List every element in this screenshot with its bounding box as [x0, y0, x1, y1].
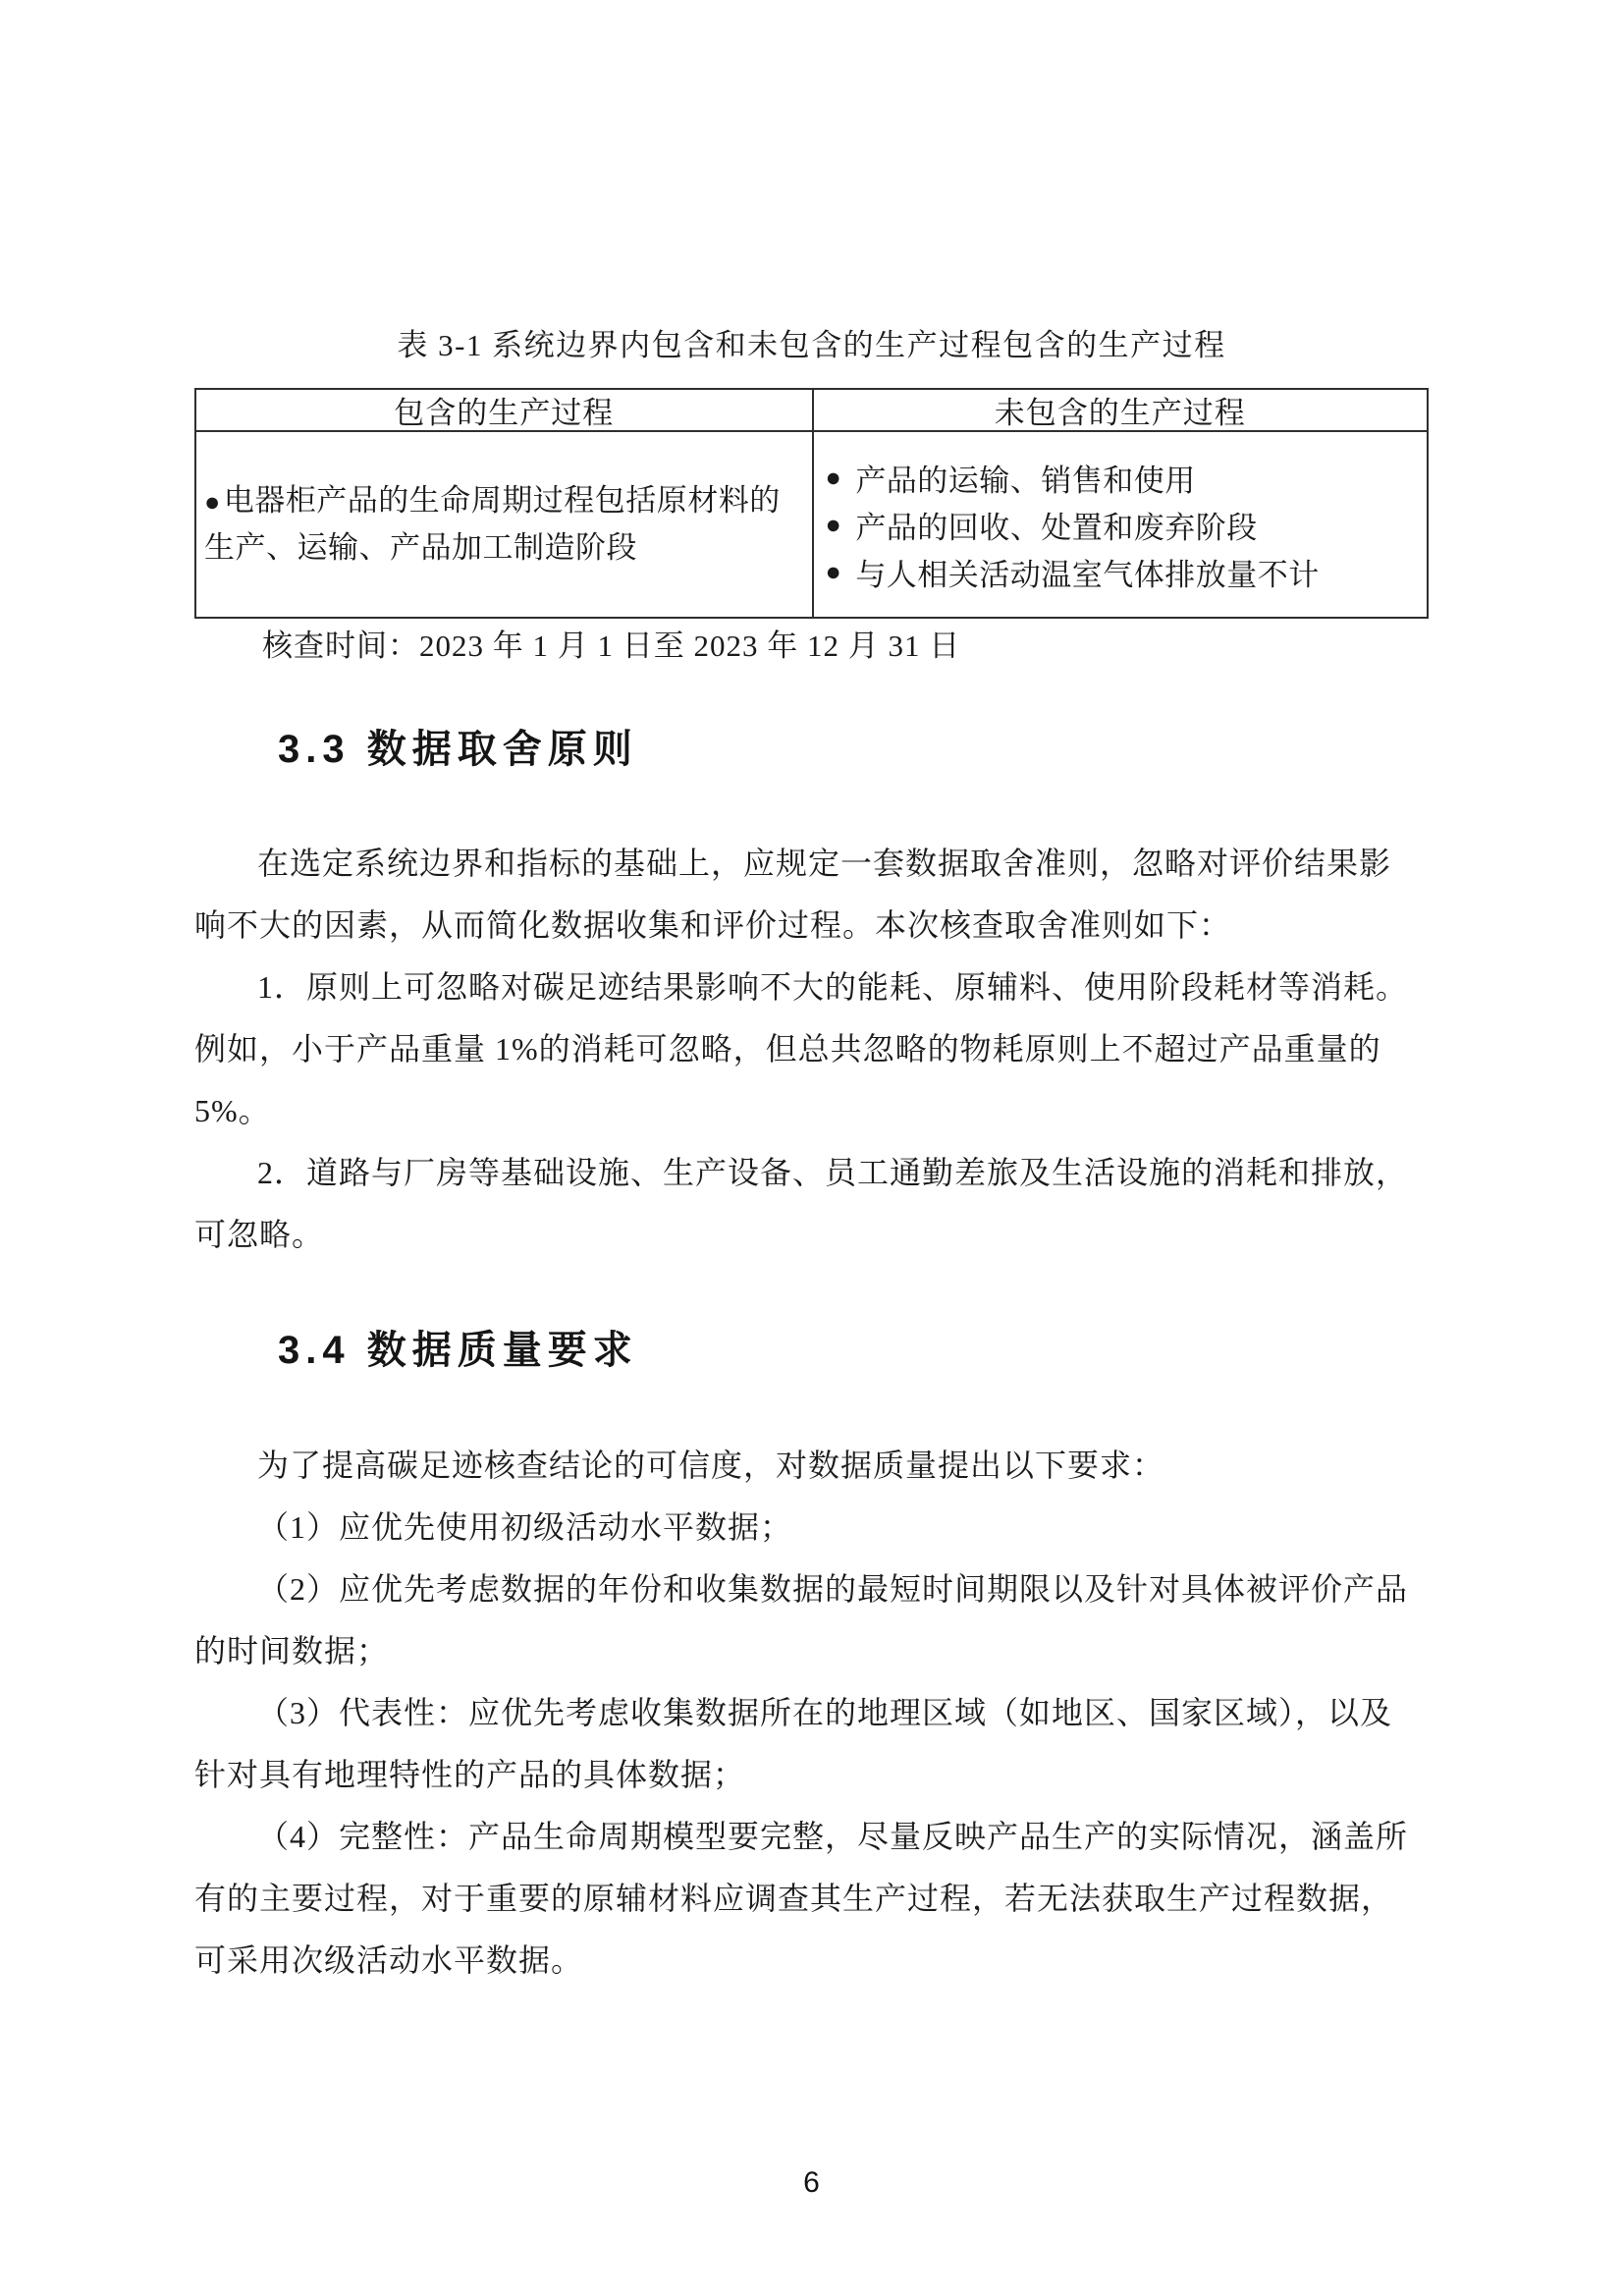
line-text: 产品的回收、处置和废弃阶段 — [855, 510, 1258, 545]
page-number: 6 — [803, 2166, 820, 2199]
text-line — [826, 548, 1428, 595]
line-text: 5%。 — [194, 1092, 271, 1128]
bullet-icon: ● — [204, 487, 221, 517]
table-cell-excluded — [812, 432, 1428, 617]
line-text: （3）代表性：应优先考虑收集数据所在的地理区域（如地区、国家区域），以及 — [257, 1694, 1393, 1730]
line-text: 响不大的因素，从而简化数据收集和评价过程。本次核查取舍准则如下： — [194, 906, 1232, 943]
bullet-icon: ● — [825, 509, 842, 539]
text-line — [194, 1432, 1471, 1494]
text-line — [194, 954, 1471, 1015]
line-text: 产品的运输、销售和使用 — [855, 463, 1196, 498]
table-cell-included — [196, 432, 812, 617]
line-text: 针对具有地理特性的产品的具体数据； — [194, 1756, 746, 1792]
table-header-excluded: 未包含的生产过程 — [812, 390, 1428, 430]
line-text: 可忽略。 — [194, 1216, 325, 1252]
text-line — [194, 1865, 1471, 1927]
line-text: 可采用次级活动水平数据。 — [194, 1941, 584, 1978]
line-text: 与人相关活动温室气体排放量不计 — [855, 557, 1320, 592]
text-line — [194, 830, 1471, 892]
verification-period-line: 核查时间：2023 年 1 月 1 日至 2023 年 12 月 31 日 — [262, 629, 961, 663]
text-line — [194, 1556, 1471, 1617]
included-processes-text — [204, 477, 802, 572]
table-header-included: 包含的生产过程 — [394, 396, 615, 430]
table-header-row — [196, 390, 1427, 432]
line-text: （2）应优先考虑数据的年份和收集数据的最短时间期限以及针对具体被评价产品 — [257, 1570, 1409, 1607]
system-boundary-table — [194, 388, 1429, 619]
text-line — [194, 1617, 1471, 1679]
bullet-icon: ● — [825, 462, 842, 492]
text-line — [194, 1077, 1471, 1139]
text-line — [194, 1741, 1471, 1803]
section-heading-3-4: 3.4 数据质量要求 — [278, 1329, 638, 1372]
text-line — [194, 1803, 1471, 1865]
section-3-3-body — [194, 830, 1471, 1263]
table-caption: 表 3-1 系统边界内包含和未包含的生产过程包含的生产过程 — [397, 328, 1226, 362]
section-3-4-body — [194, 1432, 1471, 1989]
line-text: 为了提高碳足迹核查结论的可信度，对数据质量提出以下要求： — [257, 1447, 1165, 1483]
text-line — [826, 501, 1428, 548]
line-text: 例如，小于产品重量 1%的消耗可忽略，但总共忽略的物耗原则上不超过产品重量的 — [194, 1030, 1381, 1066]
line-text: 有的主要过程，对于重要的原辅材料应调查其生产过程，若无法获取生产过程数据， — [194, 1880, 1394, 1916]
line-text: 的时间数据； — [194, 1632, 390, 1668]
text-line — [194, 1927, 1471, 1989]
line-text: 2．道路与厂房等基础设施、生产设备、员工通勤差旅及生活设施的消耗和排放， — [257, 1154, 1409, 1190]
bullet-icon: ● — [825, 556, 842, 586]
text-line — [194, 892, 1471, 954]
line-text: 1．原则上可忽略对碳足迹结果影响不大的能耗、原辅料、使用阶段耗材等消耗。 — [257, 968, 1409, 1005]
included-text: 电器柜产品的生命周期过程包括原材料的生产、运输、产品加工制造阶段 — [204, 483, 781, 565]
section-heading-3-3: 3.3 数据取舍原则 — [278, 728, 638, 771]
text-line — [194, 1679, 1471, 1741]
text-line — [194, 1139, 1471, 1201]
table-body-row — [196, 432, 1427, 617]
line-text: （4）完整性：产品生命周期模型要完整，尽量反映产品生产的实际情况，涵盖所 — [257, 1818, 1409, 1854]
text-line — [194, 1201, 1471, 1263]
line-text: 在选定系统边界和指标的基础上，应规定一套数据取舍准则，忽略对评价结果影 — [257, 845, 1392, 881]
text-line — [194, 1015, 1471, 1077]
line-text: （1）应优先使用初级活动水平数据； — [257, 1508, 793, 1545]
text-line — [194, 1494, 1471, 1556]
text-line — [826, 454, 1428, 501]
